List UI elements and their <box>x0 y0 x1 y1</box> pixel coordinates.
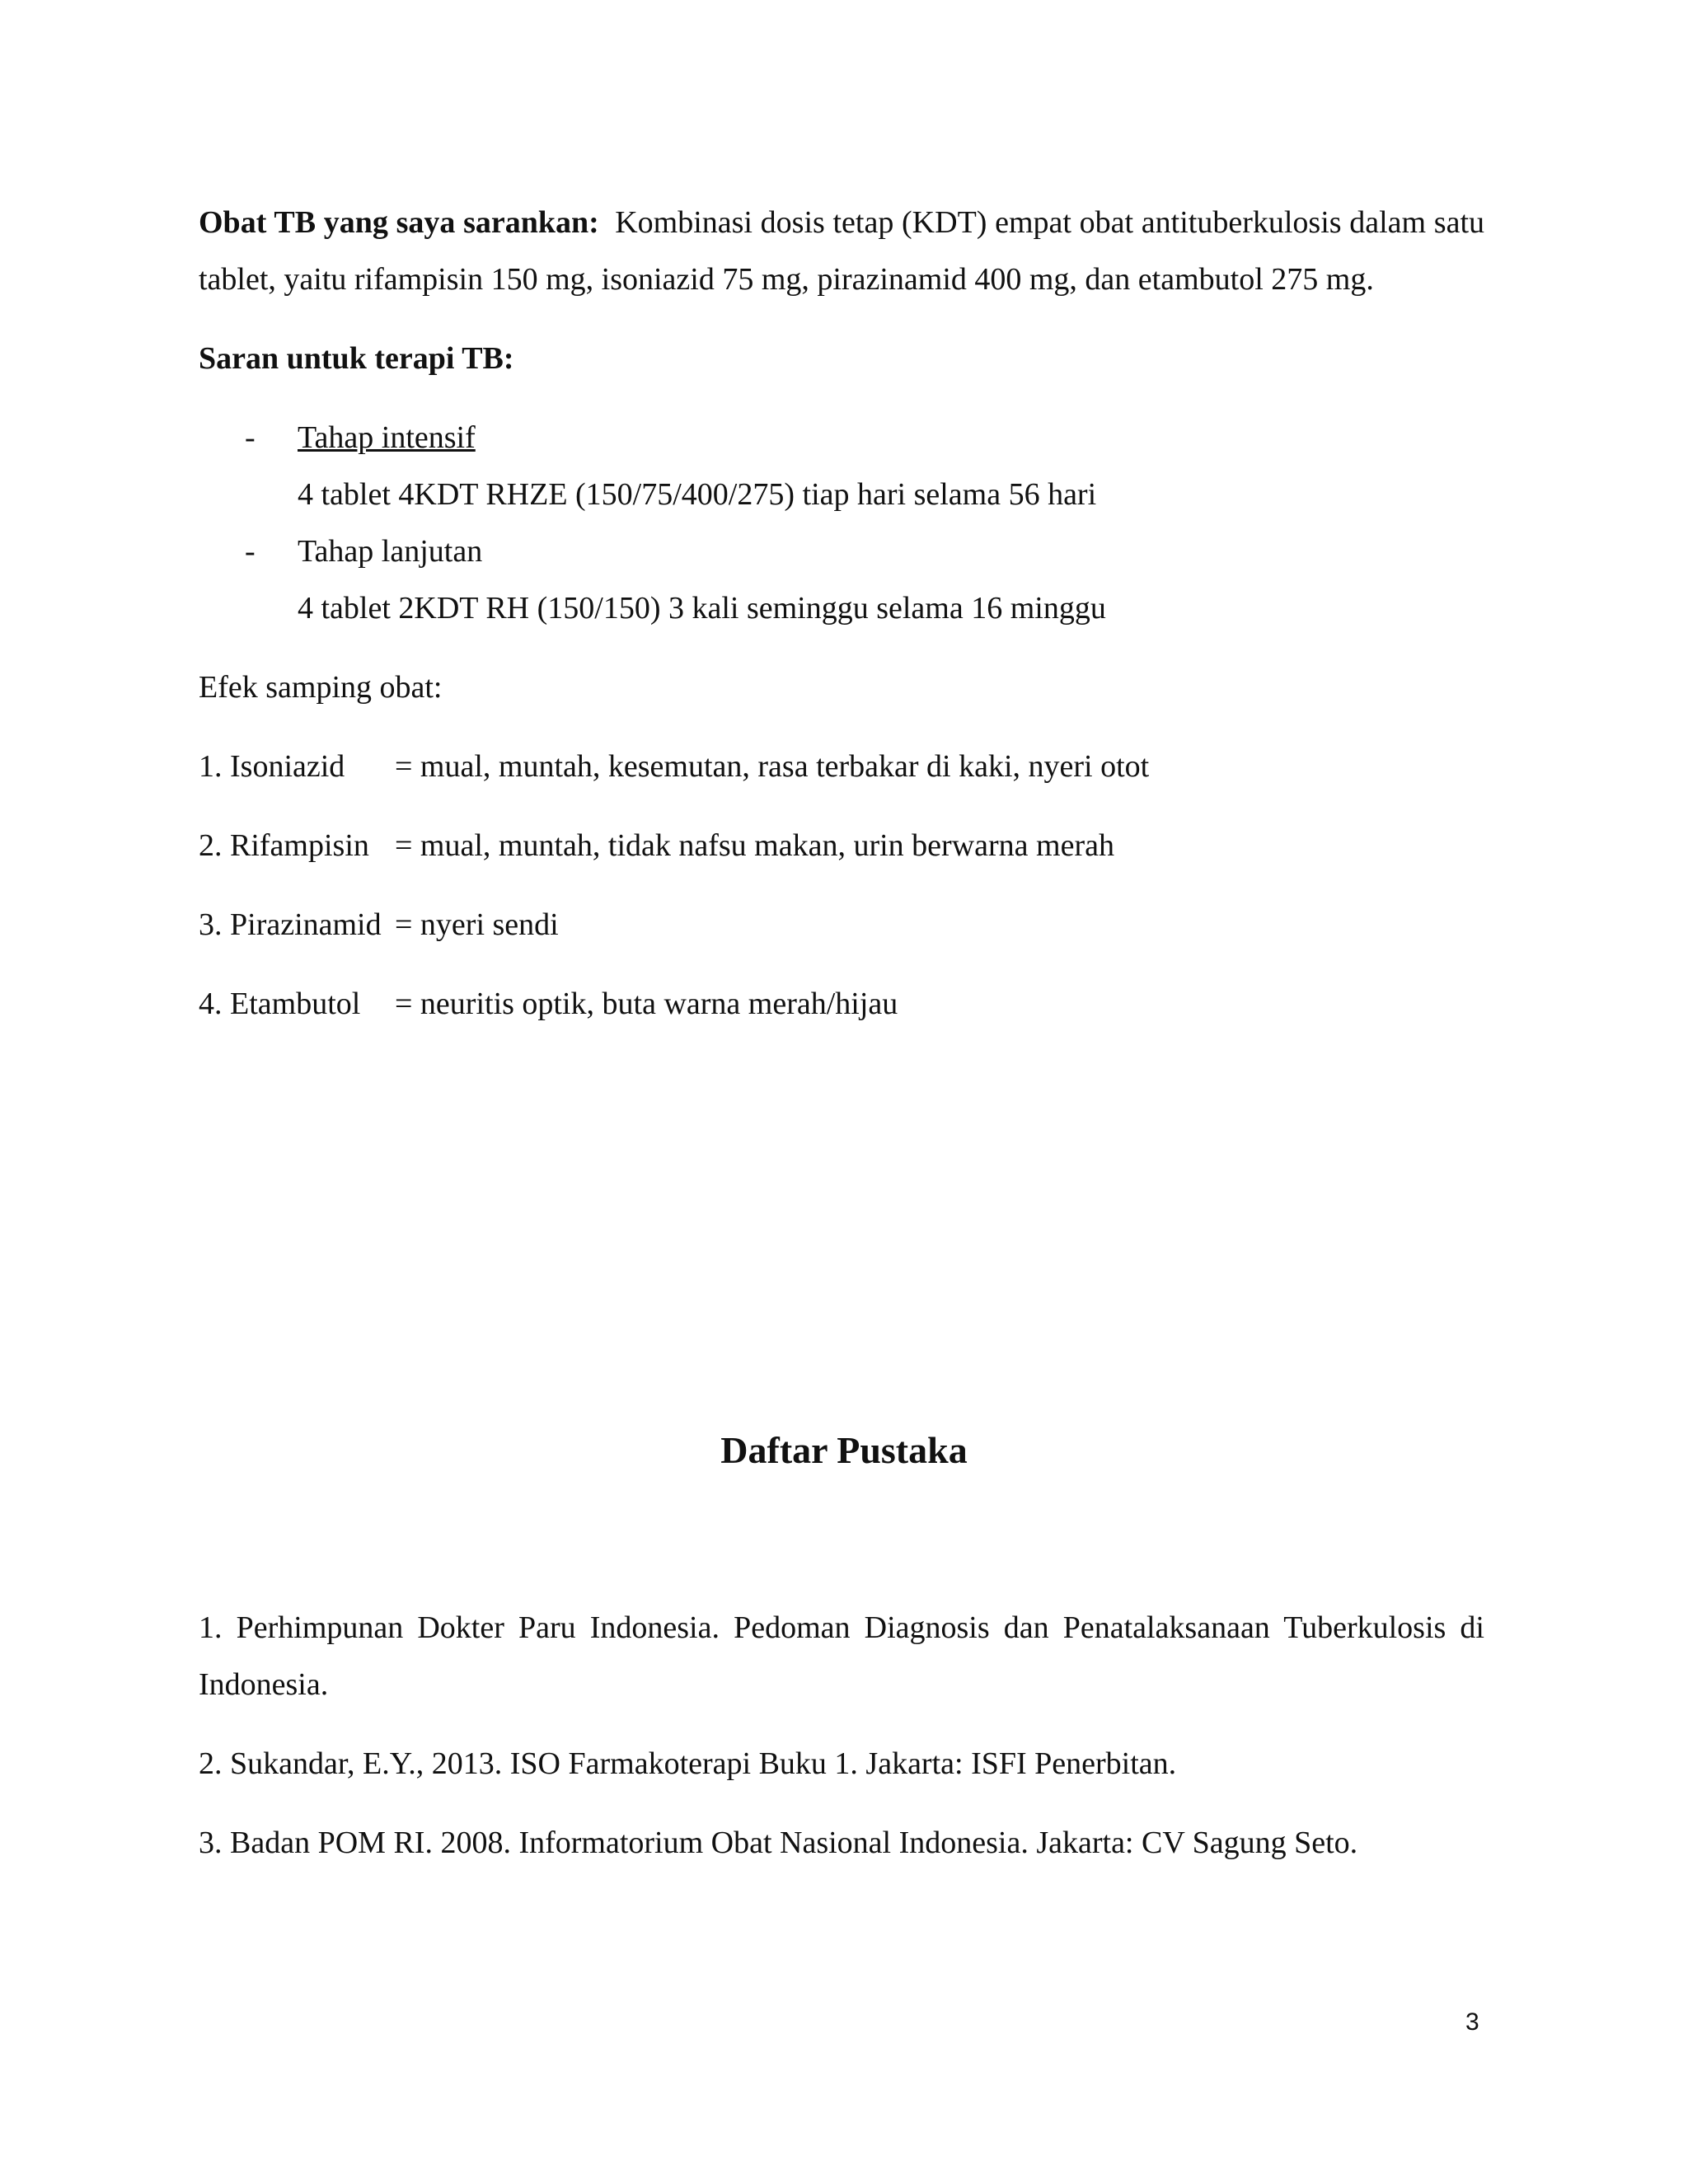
reference-item: 1. Perhimpunan Dokter Paru Indonesia. Pedoman Diagnosis dan Penatalaksanaan Tuberkulosis di Indonesia. <box>199 1610 1484 1702</box>
drug-effect: = mual, muntah, tidak nafsu makan, urin berwarna merah <box>395 828 1114 863</box>
recommendation-paragraph <box>199 194 1484 308</box>
page-number: 3 <box>1465 2008 1479 2036</box>
recommendation-text: Kombinasi dosis tetap (KDT) empat obat antituberkulosis dalam satu tablet, yaitu rifampisin 150 mg, isoniazid 75 mg, pirazinamid 400 mg, dan etambutol 275 mg. <box>199 205 1485 297</box>
phase-detail: 4 tablet 2KDT RH (150/150) 3 kali seminggu selama 16 minggu <box>298 591 1106 626</box>
phase-name: Tahap intensif <box>298 420 476 455</box>
side-effect-item <box>199 818 1484 874</box>
reference-item: 2. Sukandar, E.Y., 2013. ISO Farmakoterapi Buku 1. Jakarta: ISFI Penerbitan. <box>199 1746 1177 1781</box>
drug-effect: = neuritis optik, buta warna merah/hijau <box>395 987 898 1021</box>
drug-effect: = nyeri sendi <box>395 907 559 942</box>
therapy-title: Saran untuk terapi TB: <box>199 341 514 376</box>
list-dash: - <box>245 534 256 569</box>
therapy-phase-intensive <box>199 410 1484 466</box>
therapy-phase-list <box>199 410 1484 637</box>
references-heading: Daftar Pustaka <box>720 1429 968 1471</box>
side-effect-item <box>199 976 1484 1033</box>
phase-name: Tahap lanjutan <box>298 534 483 569</box>
therapy-phase-continuation <box>199 523 1484 580</box>
phase-detail: 4 tablet 4KDT RHZE (150/75/400/275) tiap hari selama 56 hari <box>298 477 1097 512</box>
drug-effect: = mual, muntah, kesemutan, rasa terbakar di kaki, nyeri otot <box>395 749 1150 784</box>
list-dash: - <box>245 420 256 455</box>
side-effects-title: Efek samping obat: <box>199 670 443 705</box>
reference-item: 3. Badan POM RI. 2008. Informatorium Obat Nasional Indonesia. Jakarta: CV Sagung Seto. <box>199 1825 1358 1860</box>
drug-name: 4. Etambutol <box>199 987 361 1021</box>
drug-name: 1. Isoniazid <box>199 749 345 784</box>
side-effect-item <box>199 738 1484 795</box>
side-effect-item <box>199 897 1484 954</box>
references-list <box>199 1600 1484 1872</box>
drug-name: 2. Rifampisin <box>199 828 369 863</box>
recommendation-label: Obat TB yang saya sarankan: <box>199 205 599 240</box>
main-content <box>199 194 1484 1033</box>
drug-name: 3. Pirazinamid <box>199 907 382 942</box>
